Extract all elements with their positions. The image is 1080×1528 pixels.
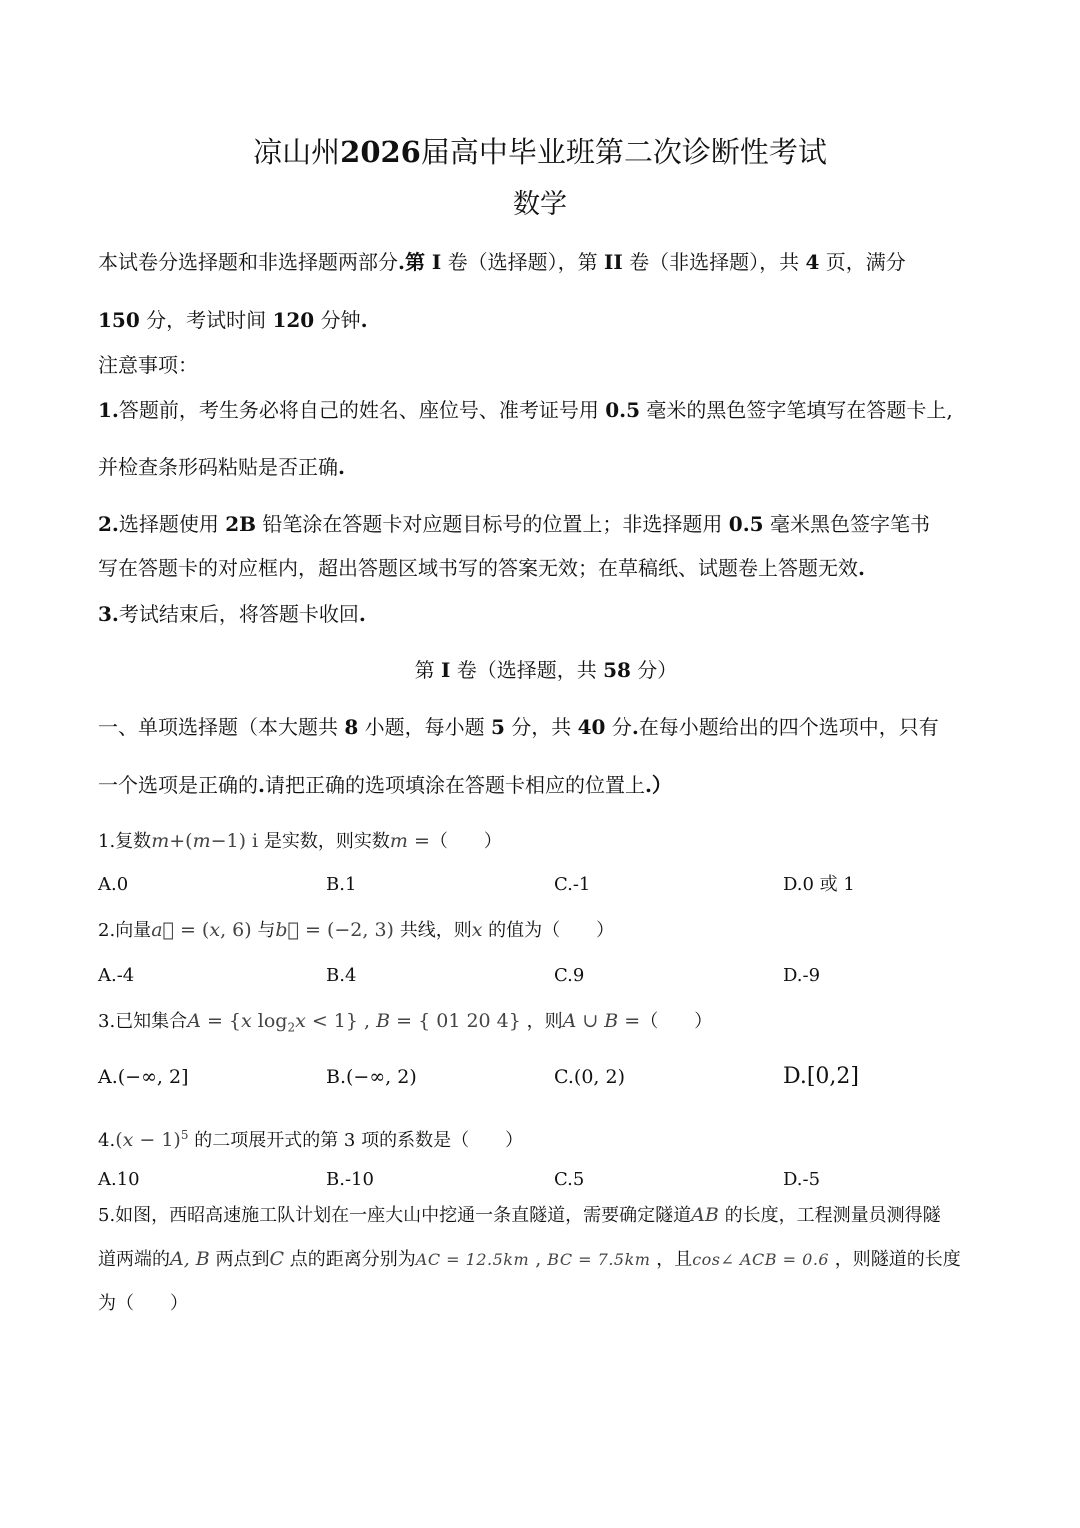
math-expr: −1) i <box>210 830 259 852</box>
intro-text: 分，考试时间 <box>139 308 273 332</box>
exam-title <box>0 132 1080 172</box>
notice-text: 并检查条形码粘贴是否正确 <box>98 455 338 479</box>
question-number: 3. <box>98 1011 116 1032</box>
question-text: 向量 <box>115 920 152 941</box>
question-text: 点的距离分别为 <box>284 1249 416 1270</box>
math-expr: 2 <box>287 1020 296 1035</box>
subject-title: 数学 <box>513 189 567 220</box>
intro-text: 卷（选择题），第 <box>441 250 604 274</box>
part1-text: 小题，每小题 <box>358 715 491 739</box>
option-b: B.(−∞, 2) <box>326 1066 417 1088</box>
part1-text: 一、单项选择题（本大题共 <box>98 715 345 739</box>
math-expr: C <box>269 1248 285 1270</box>
intro-text: II <box>604 250 623 274</box>
intro-text: 页，满分 <box>819 250 906 274</box>
math-expr: AB <box>691 1204 719 1226</box>
math-expr: = <box>618 1010 641 1032</box>
math-expr: A ∪ B <box>562 1010 619 1032</box>
notice-text: 写在答题卡的对应框内，超出答题区域书写的答案无效；在草稿纸、试题卷上答题无效 <box>98 556 858 580</box>
question-text: 5.如图，西昭高速施工队计划在一座大山中挖通一条直隧道，需要确定隧道 <box>98 1205 692 1226</box>
math-expr: < 1} <box>305 1010 358 1032</box>
option-d: D.0 或 1 <box>783 874 855 895</box>
math-expr: x <box>209 919 221 941</box>
option-d: D.[0,2] <box>783 1064 860 1089</box>
math-expr: A <box>187 1010 201 1032</box>
section-text: I <box>441 658 451 682</box>
part1-text: 请把正确的选项填涂在答题卡相应的位置上 <box>264 773 645 797</box>
math-expr: = { <box>200 1010 242 1032</box>
notice-text: 铅笔涂在答题卡对应题目标号的位置上；非选择题用 <box>256 512 729 536</box>
question-text: ，则隧道的长度 <box>829 1249 961 1270</box>
question-3 <box>98 1007 988 1042</box>
option-d: D.-9 <box>783 965 821 986</box>
question-text: 与 <box>251 920 276 941</box>
intro-text: .第 I <box>398 250 442 274</box>
notice-text: 考试结束后，将答题卡收回 <box>118 602 359 626</box>
math-expr: log <box>251 1010 288 1032</box>
math-expr: } <box>508 1010 521 1032</box>
question-2 <box>98 916 988 945</box>
notice-text: 0.5 <box>605 398 641 422</box>
option-c: C.5 <box>554 1169 585 1190</box>
option-a: A.10 <box>98 1169 140 1190</box>
question-text: 共线，则 <box>393 920 472 941</box>
question-number: 2. <box>98 920 116 941</box>
question-5-line-2 <box>98 1245 988 1274</box>
notice-text: 毫米黑色签字笔书 <box>763 512 930 536</box>
intro-text: . <box>360 308 368 332</box>
math-expr: +( <box>169 830 193 852</box>
math-expr: m <box>151 830 170 852</box>
notice-text: 2B <box>225 512 257 536</box>
option-c: C.9 <box>554 965 585 986</box>
question-text: 的二项展开式的第 3 项的系数是（ ） <box>188 1130 524 1151</box>
title-year: 2026 <box>340 135 421 169</box>
math-expr: m <box>192 830 211 852</box>
notice-2-line-2 <box>98 554 988 582</box>
notice-num: 2. <box>98 512 119 536</box>
intro-text: 150 <box>98 308 140 332</box>
part1-instructions-line-2 <box>98 771 988 799</box>
section-heading <box>0 656 1080 684</box>
option-c: C.(0, 2) <box>554 1066 625 1088</box>
intro-text: 4 <box>805 250 820 274</box>
math-expr: = ( <box>173 919 210 941</box>
math-expr: x <box>241 1010 252 1032</box>
option-b: B.-10 <box>326 1169 374 1190</box>
part1-text: 在每小题给出的四个选项中，只有 <box>638 715 939 739</box>
math-expr: m <box>389 830 408 852</box>
math-expr: , 6) <box>220 919 252 941</box>
intro-text: 120 <box>272 308 315 332</box>
math-expr: , <box>358 1010 377 1032</box>
part1-text: 8 <box>344 715 359 739</box>
question-text: ，且 <box>650 1249 693 1270</box>
question-1 <box>98 827 988 856</box>
math-expr: B <box>376 1010 391 1032</box>
question-number: 4. <box>98 1130 116 1151</box>
option-d: D.-5 <box>783 1169 821 1190</box>
notice-heading: 注意事项： <box>98 353 198 377</box>
question-5-line-1 <box>98 1201 988 1230</box>
part1-text: 分 <box>605 715 632 739</box>
part1-text: 一个选项是正确的 <box>98 773 258 797</box>
question-2-options <box>98 961 1020 991</box>
math-expr: − 1) <box>133 1129 181 1151</box>
math-expr: A, B <box>170 1248 210 1270</box>
part1-text: . <box>258 773 265 797</box>
notice-text: . <box>338 455 345 479</box>
question-3-options <box>98 1062 1020 1092</box>
math-expr: b⃗ <box>275 919 299 941</box>
math-expr: x <box>295 1010 306 1032</box>
section-text: 第 <box>414 658 442 682</box>
math-expr: 5 <box>180 1128 189 1142</box>
question-text: 道两端的 <box>98 1249 170 1270</box>
intro-text: 分钟 <box>314 308 361 332</box>
notice-text: 0.5 <box>728 512 764 536</box>
question-4 <box>98 1121 988 1155</box>
question-text: ，则 <box>520 1011 563 1032</box>
math-expr: x <box>122 1129 134 1151</box>
question-text: 已知集合 <box>115 1011 188 1032</box>
notice-text: 答题前，考生务必将自己的姓名、座位号、准考证号用 <box>118 398 606 422</box>
part1-text: .） <box>644 773 672 797</box>
part1-text: 分，共 <box>504 715 578 739</box>
part1-text: . <box>631 715 639 739</box>
math-expr: BC = 7.5km <box>547 1250 651 1269</box>
math-expr: = (−2, 3) <box>298 919 394 941</box>
notice-text: . <box>358 602 366 626</box>
notice-text: . <box>858 556 865 580</box>
section-text: 58 <box>603 658 631 682</box>
part1-text: 40 <box>577 715 606 739</box>
option-a: A.0 <box>98 874 129 895</box>
title-post: 届高中毕业班第二次诊断性考试 <box>420 135 827 169</box>
question-text: 的长度，工程测量员测得隧 <box>718 1205 941 1226</box>
question-number: 1. <box>98 831 116 852</box>
math-expr: AC = 12.5km <box>415 1250 530 1269</box>
notice-num: 1. <box>98 398 119 422</box>
question-text: 的值为（ ） <box>482 920 615 941</box>
question-4-options <box>98 1165 1020 1195</box>
notice-2-line-1 <box>98 510 988 538</box>
math-expr: , <box>529 1248 548 1270</box>
question-text: （ ） <box>640 1011 713 1032</box>
notice-3 <box>98 600 988 628</box>
section-text: 分） <box>630 658 678 682</box>
intro-line-1 <box>98 248 988 276</box>
math-expr: = <box>407 830 430 852</box>
math-expr: a⃗ <box>151 919 174 941</box>
notice-text: 毫米的黑色签字笔填写在答题卡上, <box>640 398 953 422</box>
option-a: A.-4 <box>98 965 135 986</box>
option-c: C.-1 <box>554 874 591 895</box>
intro-text: 本试卷分选择题和非选择题两部分 <box>98 250 398 274</box>
question-text: （ ） <box>429 831 502 852</box>
option-a: A.(−∞, 2] <box>98 1066 189 1088</box>
question-5-line-3: 为（ ） <box>98 1293 188 1314</box>
math-expr: cos∠ ACB = 0.6 <box>692 1250 830 1269</box>
option-b: B.1 <box>326 874 357 895</box>
intro-line-2 <box>98 306 988 334</box>
intro-text: 卷（非选择题），共 <box>622 250 806 274</box>
question-text: 两点到 <box>209 1249 270 1270</box>
question-1-options <box>98 870 1020 900</box>
question-text: 是实数，则实数 <box>258 831 390 852</box>
section-text: 卷（选择题，共 <box>450 658 604 682</box>
math-expr: 01 20 4 <box>430 1010 509 1032</box>
notice-num: 3. <box>98 602 119 626</box>
math-expr: x <box>471 919 483 941</box>
notice-text: 选择题使用 <box>118 512 226 536</box>
math-expr: ( <box>115 1129 123 1151</box>
part1-instructions-line-1 <box>98 713 988 741</box>
notice-1-line-2 <box>98 453 988 481</box>
title-pre: 凉山州 <box>253 135 341 169</box>
question-text: 复数 <box>115 831 152 852</box>
notice-1-line-1 <box>98 396 988 424</box>
math-expr: = { <box>390 1010 431 1032</box>
option-b: B.4 <box>326 965 357 986</box>
part1-text: 5 <box>491 715 505 739</box>
